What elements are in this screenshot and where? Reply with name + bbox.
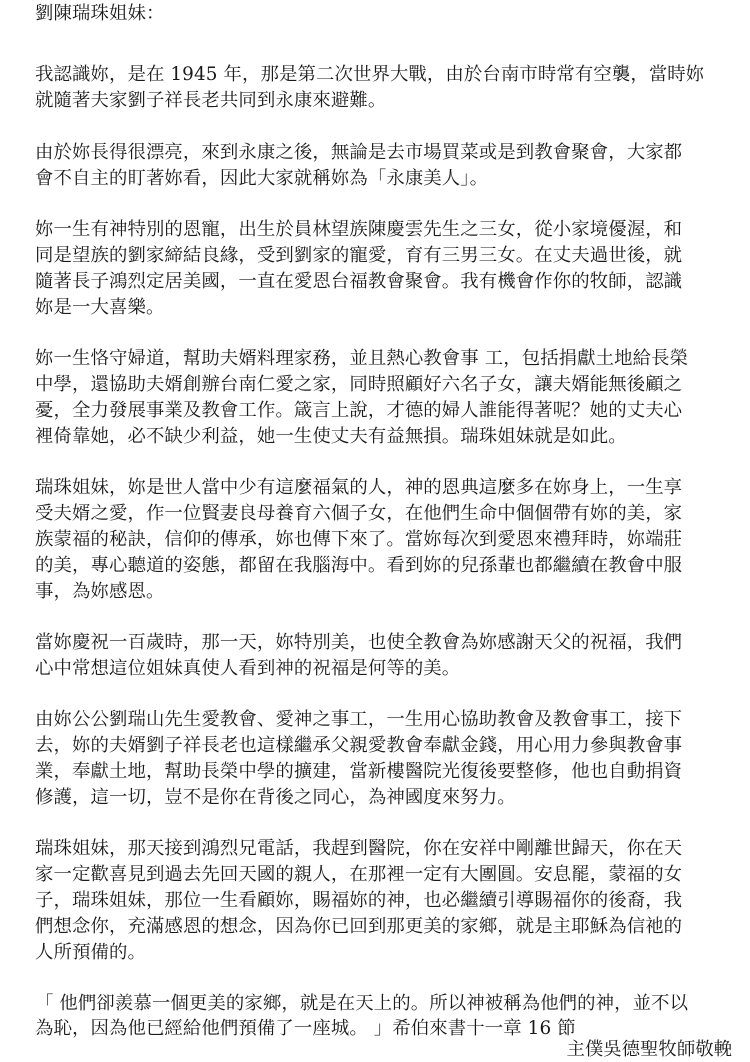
scripture-quote-line-2: 為恥，因為他已經給他們預備了一座城。 」希伯來書十一章 16 節 bbox=[35, 1018, 576, 1039]
paragraph-3-line-4: 妳是一大喜樂。 bbox=[35, 297, 165, 318]
paragraph-7-line-3: 業，奉獻土地，幫助長榮中學的擴建，當新樓醫院光復後要整修，他也自動捐資 bbox=[35, 761, 683, 782]
paragraph-8-line-4: 們想念你，充滿感恩的想念，因為你已回到那更美的家鄉，就是主耶穌為信祂的 bbox=[35, 916, 683, 937]
paragraph-8-line-3: 子，瑞珠姐妹，那位一生看顧妳，賜福妳的神，也必繼續引導賜福你的後裔，我 bbox=[35, 890, 683, 911]
salutation: 劉陳瑞珠姐妹： bbox=[35, 3, 165, 24]
paragraph-1-line-2: 就隨著夫家劉子祥長老共同到永康來避難。 bbox=[35, 90, 387, 111]
paragraph-4-line-2: 中學，還協助夫婿創辦台南仁愛之家，同時照顧好六名子女，讓夫婿能無後顧之 bbox=[35, 374, 683, 395]
paragraph-3-line-3: 隨著長子鴻烈定居美國，一直在愛恩台福教會聚會。我有機會作你的牧師，認識 bbox=[35, 271, 683, 292]
scripture-quote-line-1: 「 他們卻羨慕一個更美的家鄉，就是在天上的。所以神被稱為他們的神，並不以 bbox=[35, 993, 689, 1014]
paragraph-5-line-5: 事，為妳感恩。 bbox=[35, 581, 165, 602]
paragraph-7-line-4: 修護，這一切，豈不是你在背後之同心，為神國度來努力。 bbox=[35, 787, 516, 808]
paragraph-3-line-1: 妳一生有神特別的恩寵，出生於員林望族陳慶雲先生之三女，從小家境優渥，和 bbox=[35, 219, 683, 240]
paragraph-6-line-1: 當妳慶祝一百歲時，那一天，妳特別美，也使全教會為妳感謝天父的祝福，我們 bbox=[35, 632, 683, 653]
paragraph-1-line-1: 我認識妳，是在 1945 年，那是第二次世界大戰，由於台南市時常有空襲，當時妳 bbox=[35, 64, 705, 85]
paragraph-5-line-1: 瑞珠姐妹，妳是世人當中少有這麼福氣的人，神的恩典這麼多在妳身上，一生享 bbox=[35, 477, 683, 498]
paragraph-8-line-2: 家一定歡喜見到過去先回天國的親人，在那裡一定有大團圓。安息罷，蒙福的女 bbox=[35, 864, 683, 885]
paragraph-4-line-4: 裡倚靠她，必不缺少利益，她一生使丈夫有益無損。瑞珠姐妹就是如此。 bbox=[35, 426, 627, 447]
paragraph-7-line-2: 去，妳的夫婿劉子祥長老也這樣繼承父親愛教會奉獻金錢，用心用力參與教會事 bbox=[35, 735, 683, 756]
paragraph-6-line-2: 心中常想這位姐妹真使人看到神的祝福是何等的美。 bbox=[35, 658, 461, 679]
paragraph-5-line-4: 的美，專心聽道的姿態，都留在我腦海中。看到妳的兒孫輩也都繼續在教會中服 bbox=[35, 555, 683, 576]
paragraph-8-line-5: 人所預備的。 bbox=[35, 942, 146, 963]
paragraph-3-line-2: 同是望族的劉家締結良緣，受到劉家的寵愛，育有三男三女。在丈夫過世後，就 bbox=[35, 245, 683, 266]
signature: 主僕吳德聖牧師敬輓 bbox=[566, 1039, 732, 1060]
paragraph-2-line-1: 由於妳長得很漂亮，來到永康之後，無論是去市場買菜或是到教會聚會，大家都 bbox=[35, 142, 683, 163]
paragraph-5-line-2: 受夫婿之愛，作一位賢妻良母養育六個子女，在他們生命中個個帶有妳的美，家 bbox=[35, 503, 683, 524]
paragraph-5-line-3: 族蒙福的秘訣，信仰的傳承，妳也傳下來了。當妳每次到愛恩來禮拜時，妳端莊 bbox=[35, 529, 683, 550]
paragraph-4-line-1: 妳一生恪守婦道，幫助夫婿料理家務，並且熱心教會事 工，包括捐獻土地給長榮 bbox=[35, 348, 689, 369]
paragraph-7-line-1: 由妳公公劉瑞山先生愛教會、愛神之事工，一生用心協助教會及教會事工，接下 bbox=[35, 709, 683, 730]
paragraph-2-line-2: 會不自主的盯著妳看，因此大家就稱妳為「永康美人」。 bbox=[35, 168, 489, 189]
paragraph-4-line-3: 憂，全力發展事業及教會工作。箴言上說，才德的婦人誰能得著呢？她的丈夫心 bbox=[35, 400, 683, 421]
paragraph-8-line-1: 瑞珠姐妹，那天接到鴻烈兄電話，我趕到醫院，你在安祥中剛離世歸天，你在天 bbox=[35, 838, 683, 859]
